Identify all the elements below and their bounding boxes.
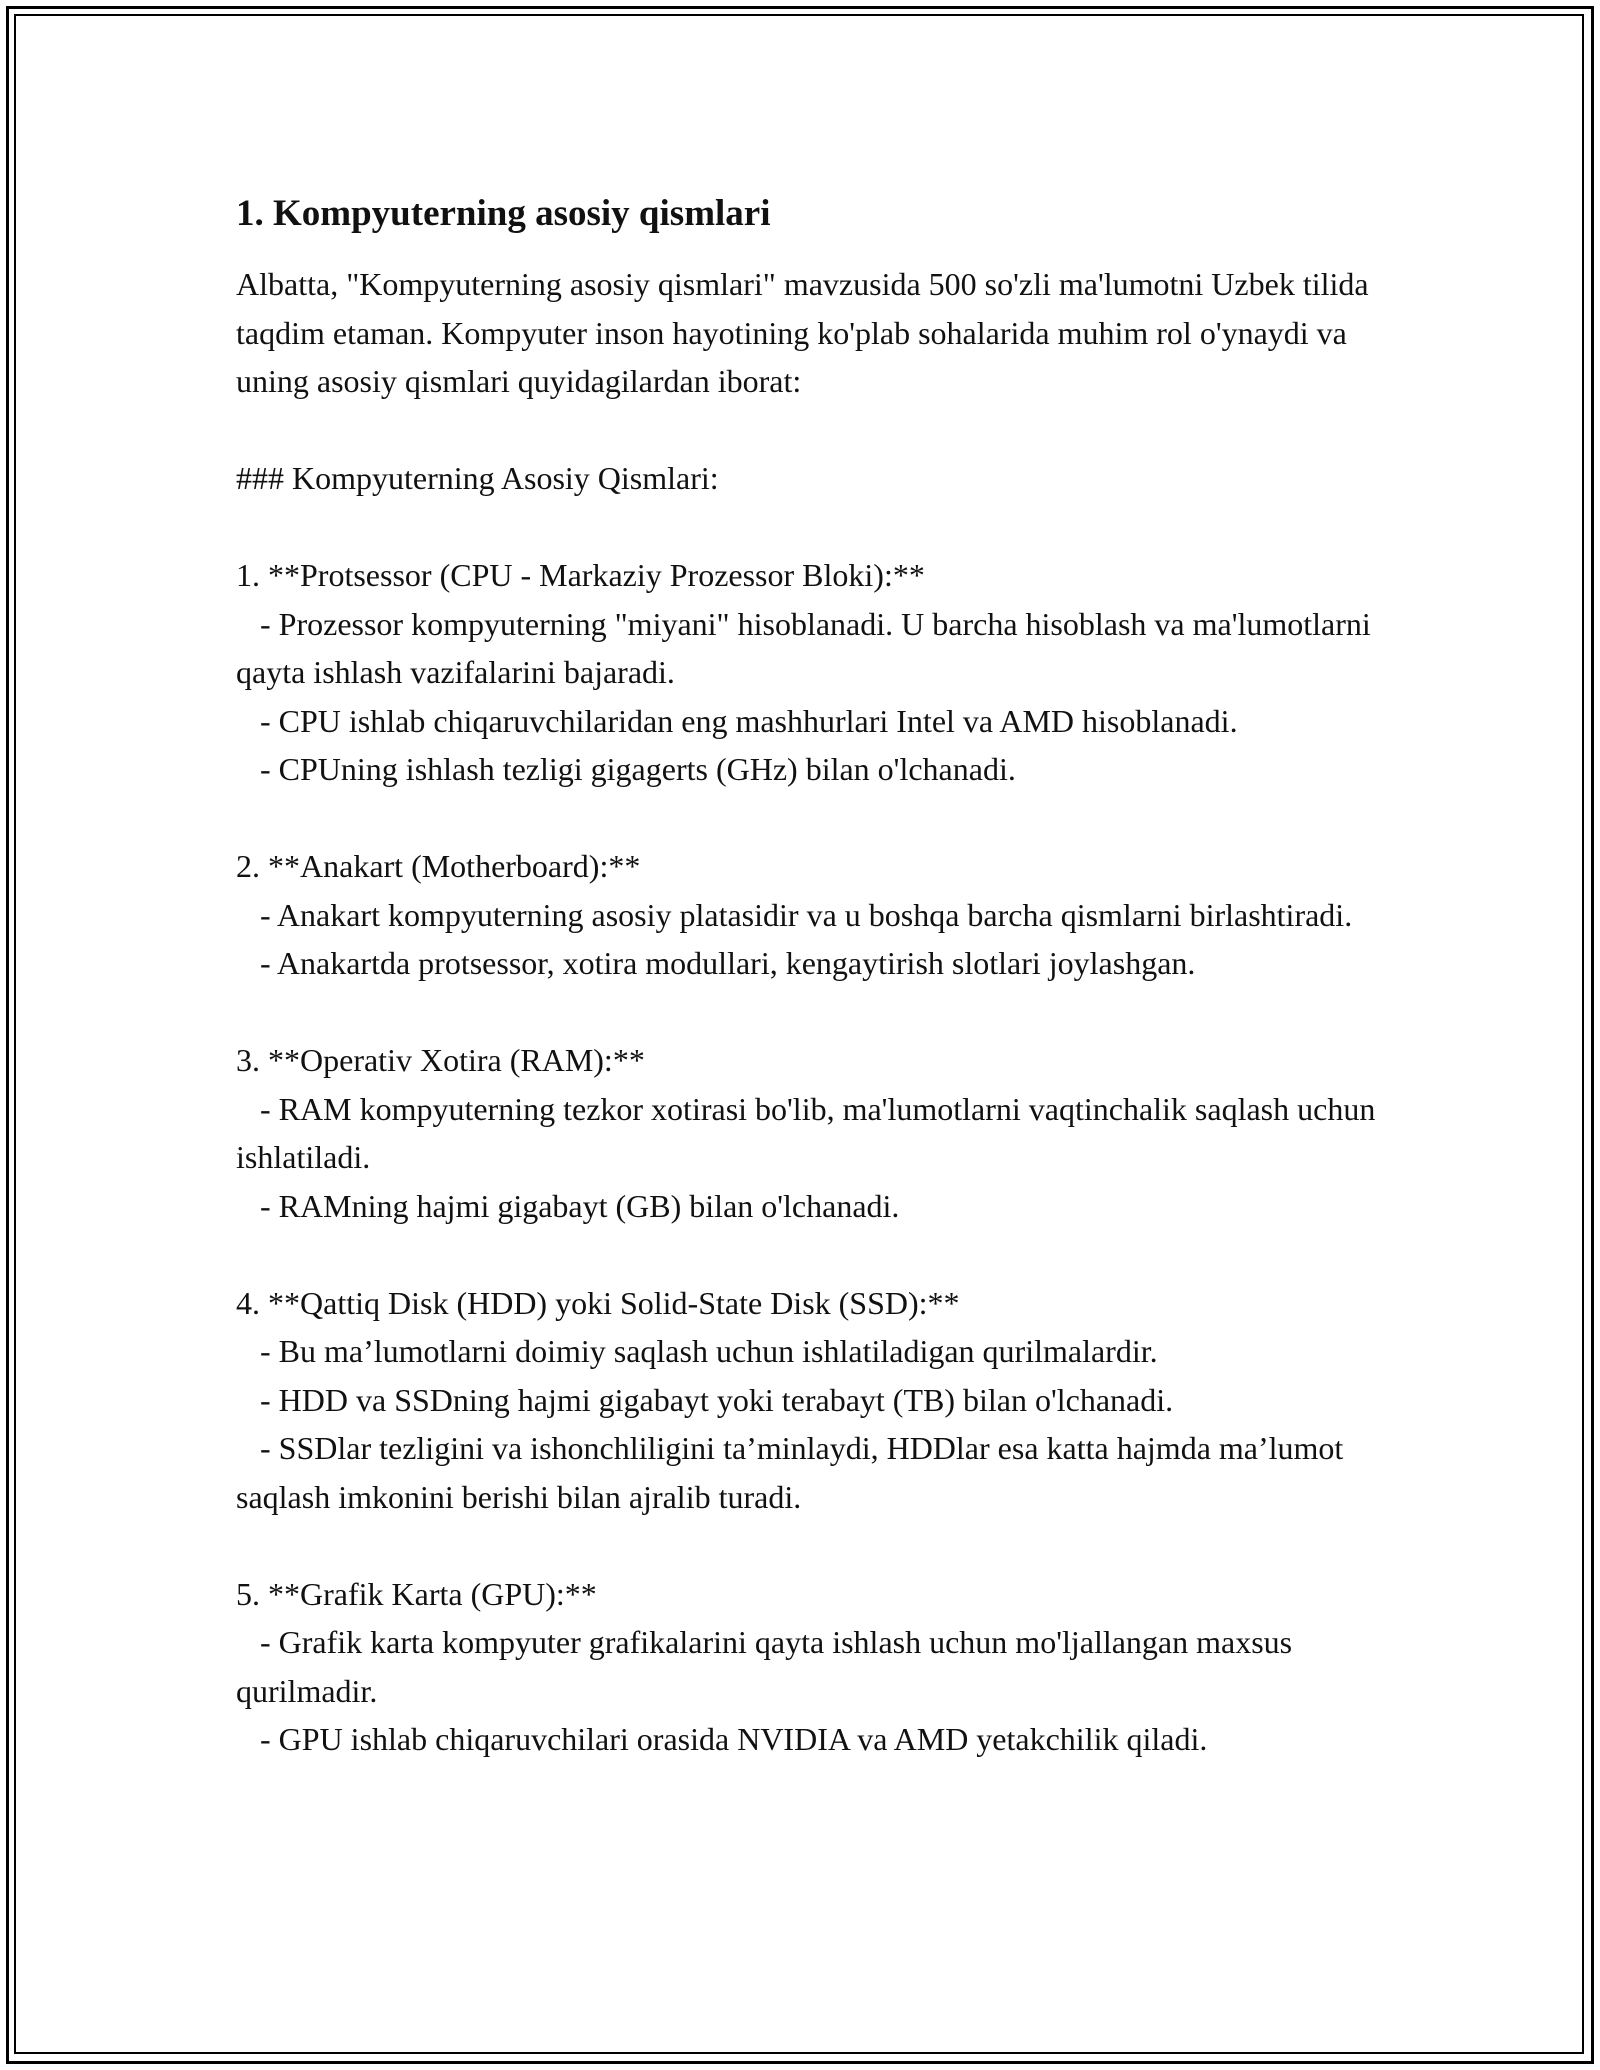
section-5-bullet-1: - Grafik karta kompyuter grafikalarini qayta ishlash uchun mo'ljallangan maxsus qurilmadir. — [236, 1624, 1301, 1709]
section-heading: ### Kompyuterning Asosiy Qismlari: — [236, 460, 719, 496]
section-5-bullet-2: - GPU ishlab chiqaruvchilari orasida NVIDIA va AMD yetakchilik qiladi. — [236, 1721, 1208, 1757]
section-3-bullet-2: - RAMning hajmi gigabayt (GB) bilan o'lchanadi. — [236, 1187, 900, 1224]
section-3-heading: 3. **Operativ Xotira (RAM):** — [236, 1042, 645, 1078]
document-body — [236, 186, 1416, 1764]
section-4-heading: 4. **Qattiq Disk (HDD) yoki Solid-State Disk (SSD):** — [236, 1284, 960, 1321]
section-1-heading: 1. **Protsessor (CPU - Markaziy Prozessor Bloki):** — [236, 557, 925, 593]
section-1-bullet-2: - CPU ishlab chiqaruvchilaridan eng mashhurlari Intel va AMD hisoblanadi. — [236, 702, 1238, 739]
intro-paragraph: Albatta, "Kompyuterning asosiy qismlari" mavzusida 500 so'zli ma'lumotni Uzbek tilida taqdim etaman. Kompyuter inson hayotining ko'plab sohalarida muhim rol o'ynaydi va uning asosiy qismlari quyidagilardan iborat: — [236, 266, 1369, 399]
section-3-bullet-1: - RAM kompyuterning tezkor xotirasi bo'lib, ma'lumotlarni vaqtinchalik saqlash uchun ishlatiladi. — [236, 1090, 1384, 1175]
section-1-bullet-3: - CPUning ishlash tezligi gigagerts (GHz) bilan o'lchanadi. — [236, 751, 1016, 787]
section-5-heading: 5. **Grafik Karta (GPU):** — [236, 1575, 597, 1612]
section-4-bullet-1: - Bu ma’lumotlarni doimiy saqlash uchun ishlatiladigan qurilmalardir. — [236, 1333, 1158, 1369]
document-title: 1. Kompyuterning asosiy qismlari — [236, 193, 771, 234]
section-2-heading: 2. **Anakart (Motherboard):** — [236, 848, 641, 884]
section-2-bullet-2: - Anakartda protsessor, xotira modullari, kengaytirish slotlari joylashgan. — [236, 945, 1196, 981]
section-4-bullet-3: - SSDlar tezligini va ishonchliligini ta’minlaydi, HDDlar esa katta hajmda ma’lumot saqlash imkonini berishi bilan ajralib turadi. — [236, 1430, 1352, 1515]
section-4-bullet-2: - HDD va SSDning hajmi gigabayt yoki terabayt (TB) bilan o'lchanadi. — [236, 1381, 1174, 1418]
section-2-bullet-1: - Anakart kompyuterning asosiy platasidir va u boshqa barcha qismlarni birlashtiradi. — [236, 896, 1353, 933]
section-1-bullet-1: - Prozessor kompyuterning "miyani" hisoblanadi. U barcha hisoblash va ma'lumotlarni qayta ishlash vazifalarini bajaradi. — [236, 605, 1379, 690]
